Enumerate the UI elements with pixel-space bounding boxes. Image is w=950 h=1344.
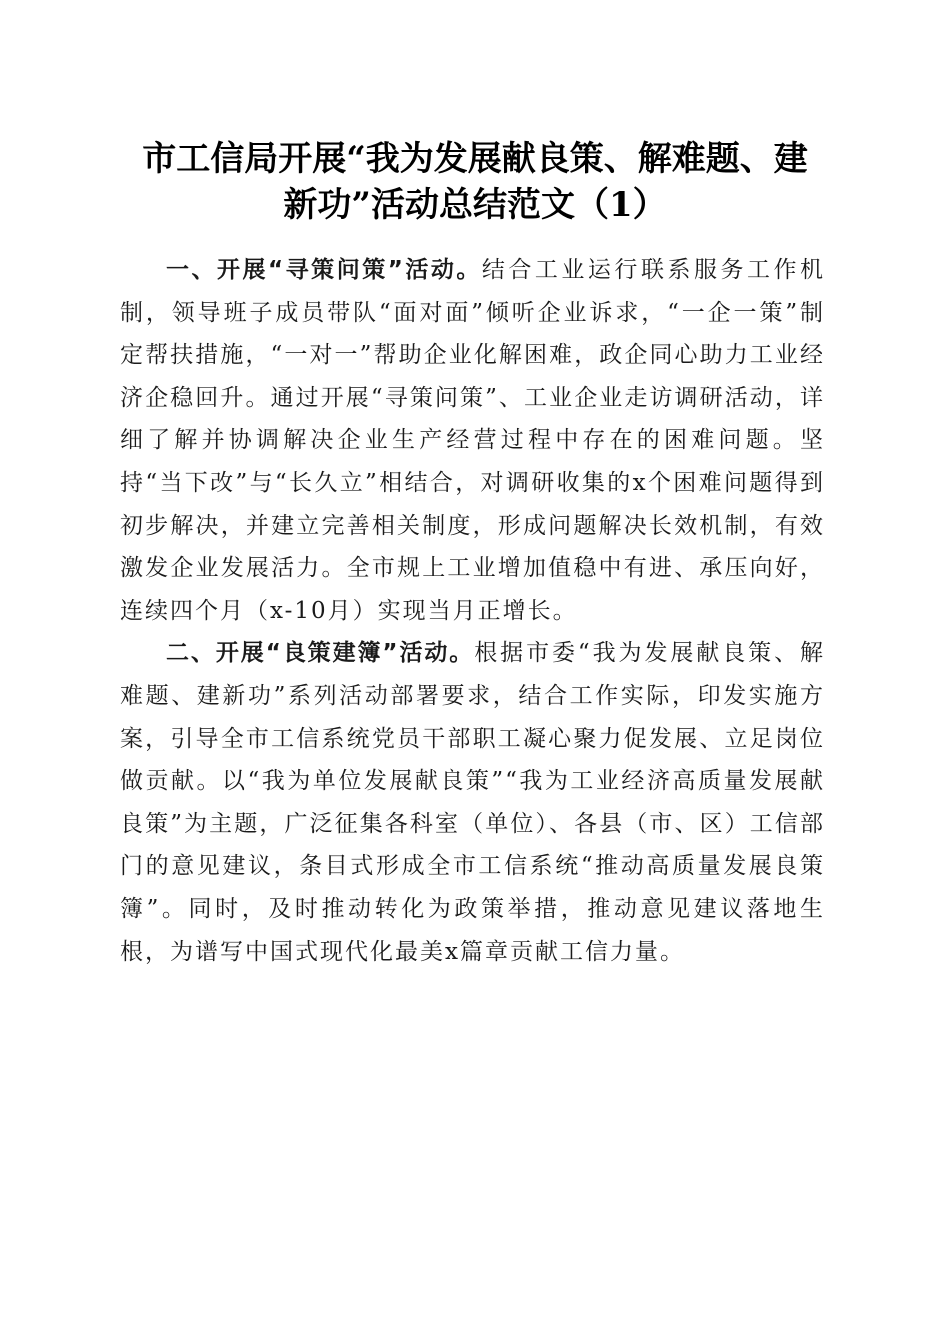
title-line-2: 新功”活动总结范文（1） (283, 185, 667, 225)
section-text-2: 根据市委“我为发展献良策、解难题、建新功”系列活动部署要求，结合工作实际，印发实施方案，引导全市工信系统党员干部职工凝心聚力促发展、立足岗位做贡献。以“我为单位发展献良策”“我为工业经济高质量发展献良策”为主题，广泛征集各科室（单位）、各县（市、区）工信部门的意见建议，条目式形成全市工信系统“推动高质量发展良策簿”。同时，及时推动转化为政策举措，推动意见建议落地生根，为谱写中国式现代化最美x篇章贡献工信力量。 (120, 640, 825, 965)
section-text-1: 结合工业运行联系服务工作机制，领导班子成员带队“面对面”倾听企业诉求，“一企一策”制定帮扶措施，“一对一”帮助企业化解困难，政企同心助力工业经济企稳回升。通过开展“寻策问策”、工业企业走访调研活动，详细了解并协调解决企业生产经营过程中存在的困难问题。坚持“当下改”与“长久立”相结合，对调研收集的x个困难问题得到初步解决，并建立完善相关制度，形成问题解决长效机制，有效激发企业发展活力。全市规上工业增加值稳中有进、承压向好，连续四个月（x-10月）实现当月正增长。 (120, 257, 826, 624)
document-title (110, 136, 840, 228)
paragraph-1 (120, 249, 825, 632)
paragraph-2 (120, 632, 825, 973)
document-body (120, 249, 825, 973)
section-heading-1: 一、开展“寻策问策”活动。 (166, 257, 482, 283)
section-heading-2: 二、开展“良策建簿”活动。 (166, 640, 475, 667)
title-line-1: 市工信局开展“我为发展献良策、解难题、建 (142, 139, 808, 179)
